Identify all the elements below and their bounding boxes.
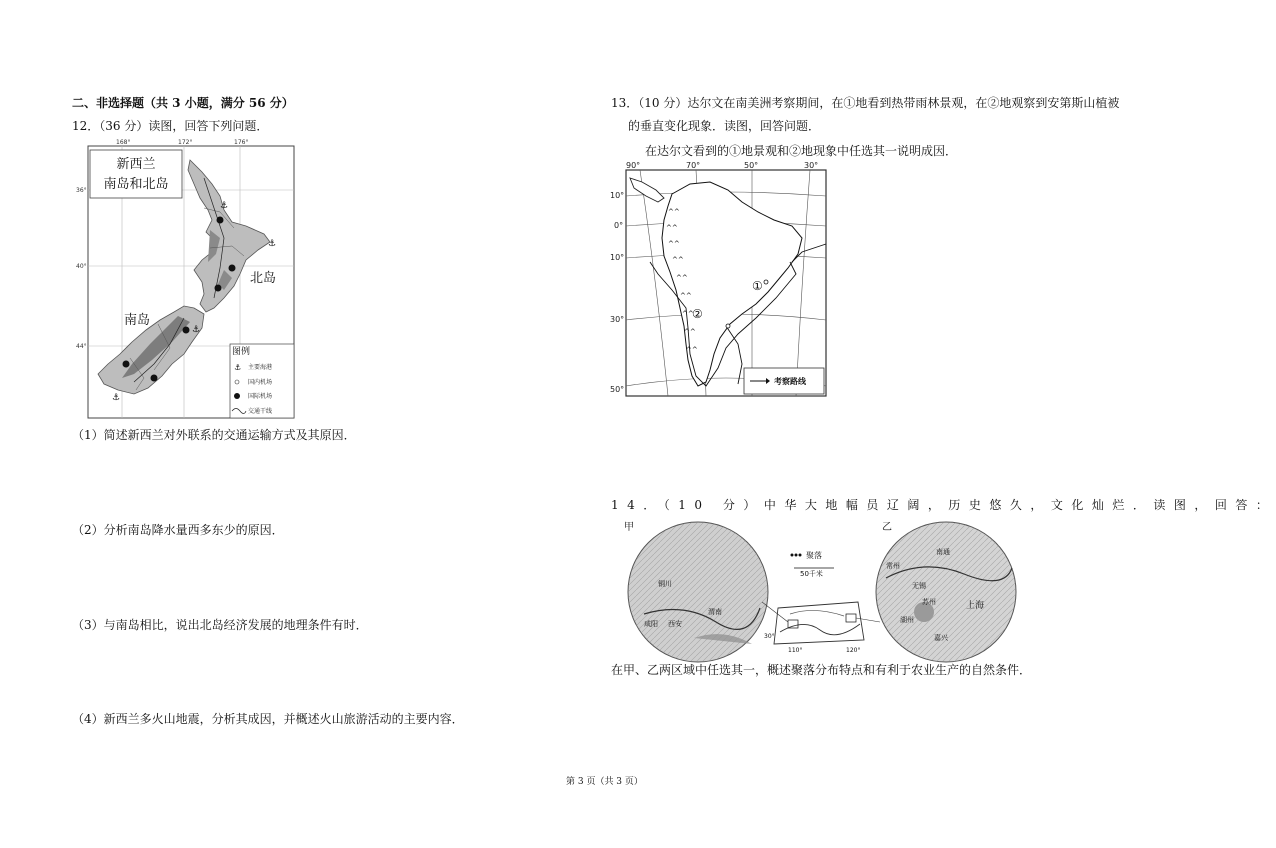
svg-text:嘉兴: 嘉兴 [934,634,948,642]
svg-text:^^: ^^ [680,292,692,300]
svg-text:^^: ^^ [668,208,680,216]
route-legend-label: 考察路线 [774,377,806,386]
svg-text:图例: 图例 [232,347,251,357]
svg-text:常州: 常州 [886,562,900,570]
svg-text:^^: ^^ [676,274,688,282]
sa-lon-50: 50° [744,161,759,170]
svg-text:铜川: 铜川 [658,580,672,588]
question-13-stem-1: 13．（10 分）达尔文在南美洲考察期间，在①地看到热带雨林景观，在②地观察到安第斯山植被 [611,96,1120,110]
lat-tick-40: 40° [76,263,87,270]
svg-text:⚓: ⚓ [220,201,229,211]
question-12-sub-3: （3）与南岛相比，说出北岛经济发展的地理条件有时． [72,618,368,632]
region-yi-label: 乙 [882,522,892,533]
question-12-sub-4: （4）新西兰多火山地震，分析其成因，并概述火山旅游活动的主要内容． [72,712,464,726]
svg-text:⚓: ⚓ [112,393,121,403]
svg-text:⚓: ⚓ [192,325,201,335]
china-regions-figure [624,518,1024,664]
svg-text:咸阳: 咸阳 [644,620,658,628]
sa-lat-30s: 30° [610,315,625,324]
svg-text:无锡: 无锡 [912,582,926,590]
svg-text:聚落: 聚落 [806,551,822,560]
svg-text:^^: ^^ [682,310,694,318]
svg-text:30°: 30° [764,633,775,640]
question-12-stem: 12．（36 分）读图，回答下列问题． [72,119,269,133]
south-america-map [606,158,834,400]
svg-text:南通: 南通 [936,548,950,556]
south-island-label: 南岛 [124,313,151,328]
svg-text:^^: ^^ [668,240,680,248]
lat-tick-44: 44° [76,343,87,350]
svg-text:上海: 上海 [966,601,985,611]
marker-2: ② [692,307,703,321]
svg-text:⚓: ⚓ [234,363,242,372]
sa-lat-50s: 50° [610,385,625,394]
svg-text:120°: 120° [846,647,861,654]
svg-text:苏州: 苏州 [922,598,936,606]
question-12-sub-1: （1）简述新西兰对外联系的交通运输方式及其原因． [72,428,356,442]
region-yi-map [876,522,1016,662]
svg-text:50千米: 50千米 [800,570,823,578]
new-zealand-map [74,138,308,422]
svg-text:国内机场: 国内机场 [248,379,273,386]
lat-tick-36: 36° [76,187,87,194]
north-island-label: 北岛 [250,271,277,286]
svg-text:交通干线: 交通干线 [248,408,273,415]
svg-text:^^: ^^ [684,328,696,336]
sa-lon-70: 70° [686,161,701,170]
lon-tick-172: 172° [178,139,193,146]
region-jia-map [628,522,768,662]
marker-1: ① [752,279,763,293]
nz-map-title-2: 南岛和北岛 [103,177,169,192]
svg-text:渭南: 渭南 [708,608,722,616]
svg-text:国际机场: 国际机场 [248,393,273,400]
lon-tick-176: 176° [234,139,249,146]
lon-tick-168: 168° [116,139,131,146]
svg-text:^^: ^^ [686,346,698,354]
question-12-sub-2: （2）分析南岛降水量西多东少的原因． [72,523,284,537]
question-14-stem: 14．（10 分）中华大地幅员辽阔，历史悠久，文化灿烂．读图，回答： [611,498,1276,512]
region-jia-label: 甲 [624,522,634,533]
nz-map-title-1: 新西兰 [116,157,156,172]
svg-text:西安: 西安 [668,620,682,628]
svg-text:⚓: ⚓ [268,239,277,249]
page-footer: 第 3 页（共 3 页） [566,777,643,787]
svg-text:^^: ^^ [666,224,678,232]
sa-lat-10n: 10° [610,191,625,200]
svg-text:110°: 110° [788,647,803,654]
svg-text:^^: ^^ [672,256,684,264]
q14-legend [791,550,835,578]
svg-text:主要海港: 主要海港 [248,364,273,371]
sa-lat-0: 0° [614,221,624,230]
svg-text:湖州: 湖州 [900,616,914,624]
question-13-stem-2: 的垂直变化现象．读图，回答问题． [628,119,821,133]
nz-map-legend [230,344,294,418]
sa-lon-90: 90° [626,161,641,170]
question-14-question: 在甲、乙两区域中任选其一，概述聚落分布特点和有利于农业生产的自然条件． [611,663,1032,677]
sa-lat-10s: 10° [610,253,625,262]
q14-inset-map [762,602,880,654]
sa-lon-30: 30° [804,161,819,170]
section-heading: 二、非选择题（共 3 小题，满分 56 分） [72,96,294,110]
question-13-question: 在达尔文看到的①地景观和②地现象中任选其一说明成因． [645,144,958,158]
